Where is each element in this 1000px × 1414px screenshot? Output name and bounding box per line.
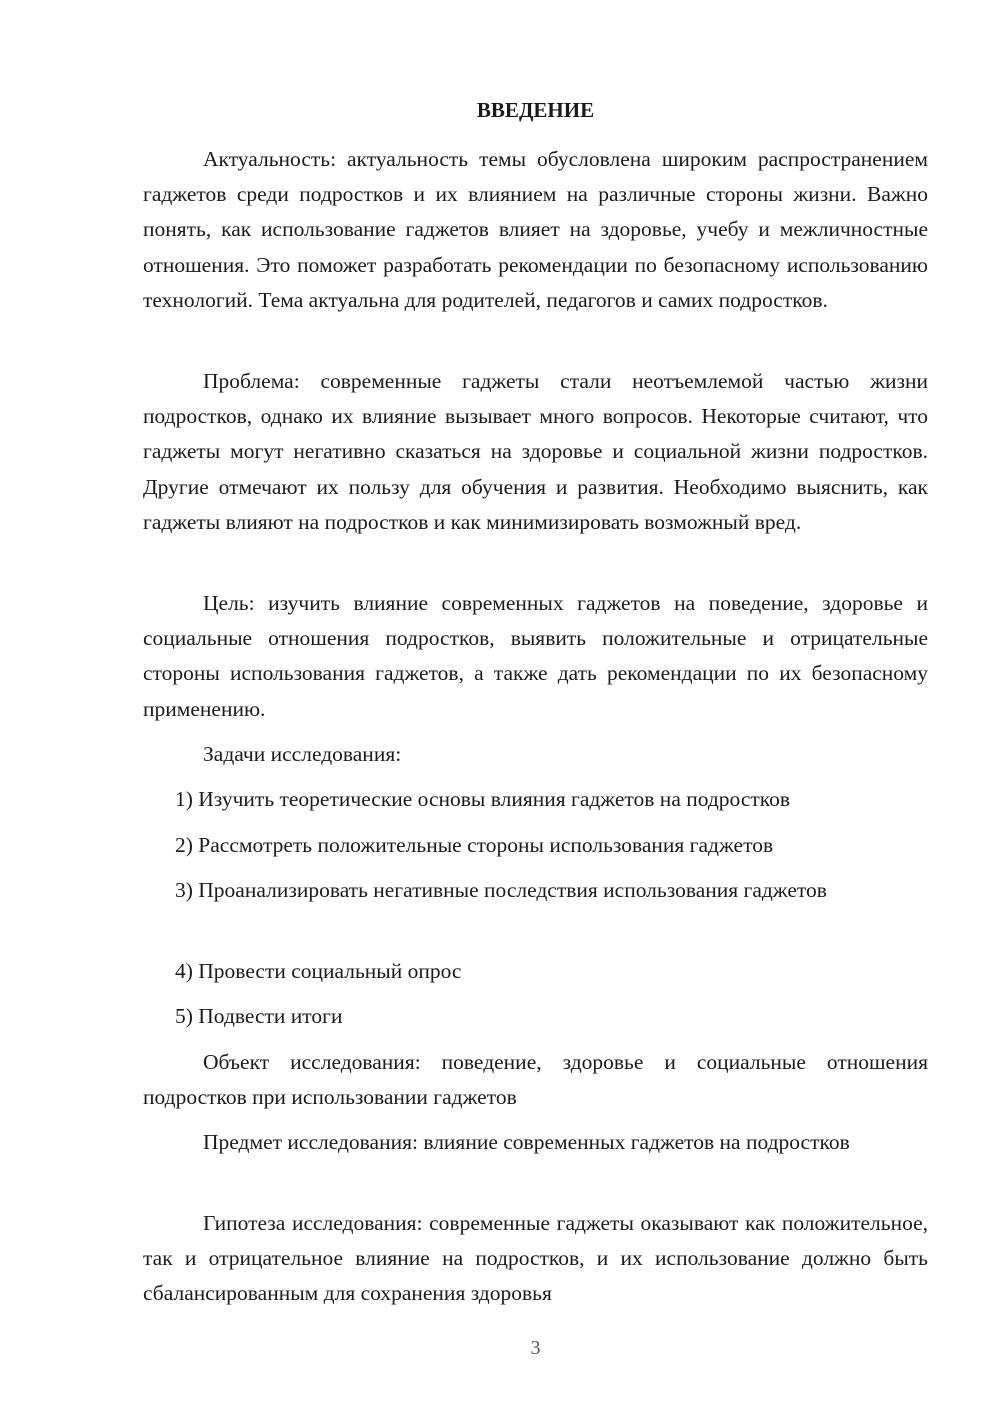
task-item-5: 5) Подвести итоги (175, 1004, 343, 1028)
hypothesis-paragraph: Гипотеза исследования: современные гаджеты оказывают как положительное, так и отрицательное влияние на подростков, и их использование должно быть сбалансированным для сохранения здоровья (143, 1211, 928, 1306)
task-item-4: 4) Провести социальный опрос (175, 959, 462, 983)
subject-paragraph: Предмет исследования: влияние современных гаджетов на подростков (203, 1130, 850, 1154)
page-number: 3 (530, 1337, 541, 1359)
task-item-2: 2) Рассмотреть положительные стороны использования гаджетов (175, 833, 774, 857)
goal-paragraph: Цель: изучить влияние современных гаджетов на поведение, здоровье и социальные отношения подростков, выявить положительные и отрицательные стороны использования гаджетов, а также дать рекомендации по их безопасному применению. (143, 591, 928, 721)
tasks-title: Задачи исследования: (203, 742, 402, 766)
task-item-1: 1) Изучить теоретические основы влияния гаджетов на подростков (175, 787, 791, 811)
relevance-paragraph: Актуальность: актуальность темы обусловлена широким распространением гаджетов среди подростков и их влиянием на различные стороны жизни. Важно понять, как использование гаджетов влияет на здоровье, учебу и межличностные отношения. Это поможет разработать рекомендации по безопасному использованию технологий. Тема актуальна для родителей, педагогов и самих подростков. (143, 147, 928, 312)
object-paragraph: Объект исследования: поведение, здоровье и социальные отношения подростков при использовании гаджетов (143, 1050, 928, 1110)
problem-paragraph: Проблема: современные гаджеты стали неотъемлемой частью жизни подростков, однако их влияние вызывает много вопросов. Некоторые считают, что гаджеты могут негативно сказаться на здоровье и социальной жизни подростков. Другие отмечают их пользу для обучения и развития. Необходимо выяснить, как гаджеты влияют на подростков и как минимизировать возможный вред. (143, 369, 928, 534)
page-heading: ВВЕДЕНИЕ (476, 98, 595, 122)
task-item-3: 3) Проанализировать негативные последствия использования гаджетов (175, 878, 827, 902)
